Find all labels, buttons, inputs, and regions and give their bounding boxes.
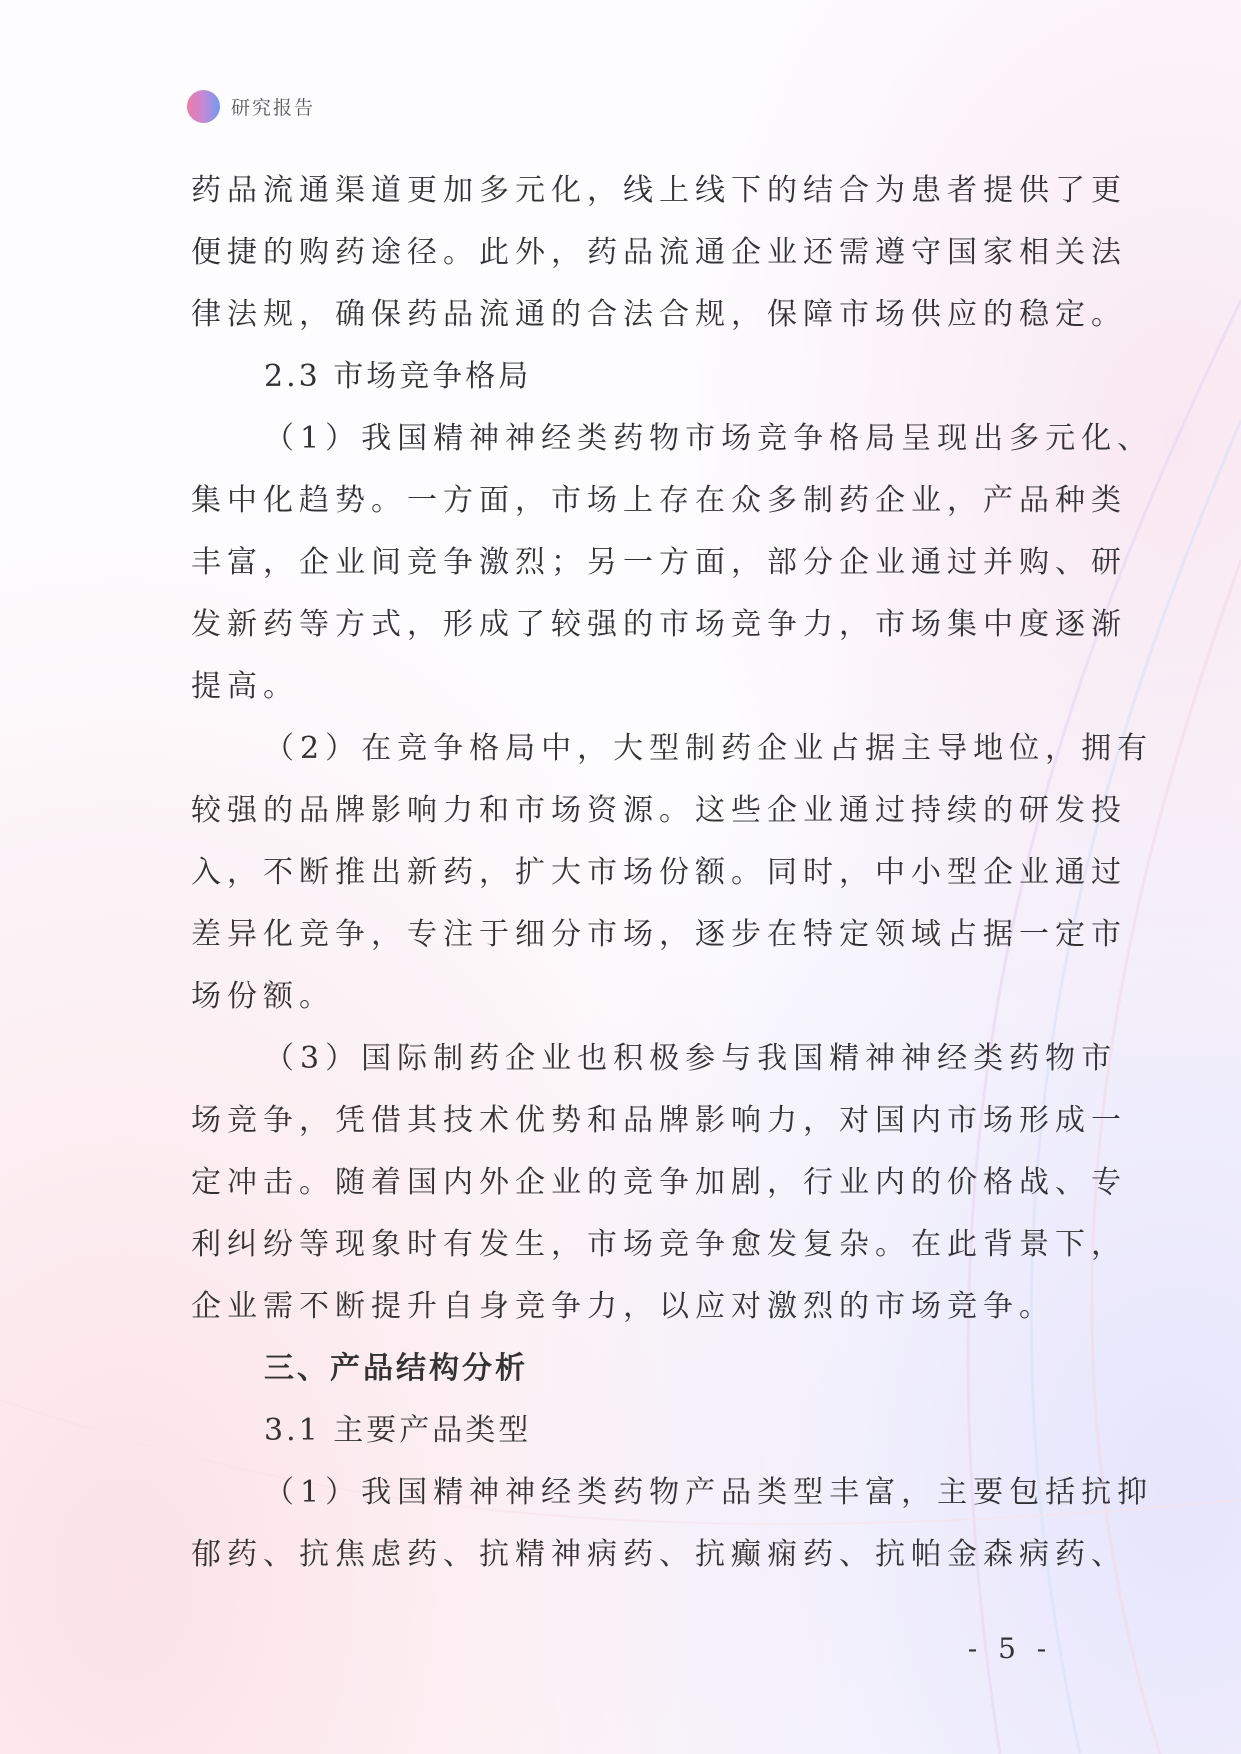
section-heading-3-1: 3.1 主要产品类型: [264, 1413, 532, 1448]
paragraph-line: （3）国际制药企业也积极参与我国精神神经类药物市: [264, 1041, 1118, 1076]
paragraph-line: 便捷的购药途径。此外，药品流通企业还需遵守国家相关法: [191, 235, 1127, 270]
paragraph-line: 郁药、抗焦虑药、抗精神病药、抗癫痫药、抗帕金森病药、: [191, 1537, 1127, 1572]
paragraph-line: 场份额。: [191, 979, 335, 1014]
paragraph-line: （1）我国精神神经类药物产品类型丰富，主要包括抗抑: [264, 1475, 1154, 1510]
paragraph-line: 发新药等方式，形成了较强的市场竞争力，市场集中度逐渐: [191, 607, 1127, 642]
paragraph-line: 企业需不断提升自身竞争力，以应对激烈的市场竞争。: [191, 1289, 1055, 1324]
paragraph-line: 药品流通渠道更加多元化，线上线下的结合为患者提供了更: [191, 173, 1127, 208]
paragraph-line: 利纠纷等现象时有发生，市场竞争愈发复杂。在此背景下，: [191, 1227, 1127, 1262]
document-body: [191, 160, 1154, 1586]
report-logo-icon: [187, 90, 220, 123]
paragraph-line: 提高。: [191, 669, 299, 704]
paragraph-line: 律法规，确保药品流通的合法合规，保障市场供应的稳定。: [191, 297, 1127, 332]
chapter-heading-3: 三、产品结构分析: [264, 1351, 528, 1386]
paragraph-line: 集中化趋势。一方面，市场上存在众多制药企业，产品种类: [191, 483, 1127, 518]
paragraph-line: （1）我国精神神经类药物市场竞争格局呈现出多元化、: [264, 421, 1154, 456]
page-number: - 5 -: [967, 1632, 1053, 1665]
paragraph-line: 差异化竞争，专注于细分市场，逐步在特定领域占据一定市: [191, 917, 1127, 952]
section-heading-2-3: 2.3 市场竞争格局: [264, 359, 532, 394]
paragraph-line: （2）在竞争格局中，大型制药企业占据主导地位，拥有: [264, 731, 1154, 766]
paragraph-line: 场竞争，凭借其技术优势和品牌影响力，对国内市场形成一: [191, 1103, 1127, 1138]
paragraph-line: 较强的品牌影响力和市场资源。这些企业通过持续的研发投: [191, 793, 1127, 828]
report-header: [187, 88, 315, 124]
paragraph-line: 入，不断推出新药，扩大市场份额。同时，中小型企业通过: [191, 855, 1127, 890]
paragraph-line: 定冲击。随着国内外企业的竞争加剧，行业内的价格战、专: [191, 1165, 1127, 1200]
paragraph-line: 丰富，企业间竞争激烈；另一方面，部分企业通过并购、研: [191, 545, 1127, 580]
header-title: 研究报告: [231, 96, 316, 119]
